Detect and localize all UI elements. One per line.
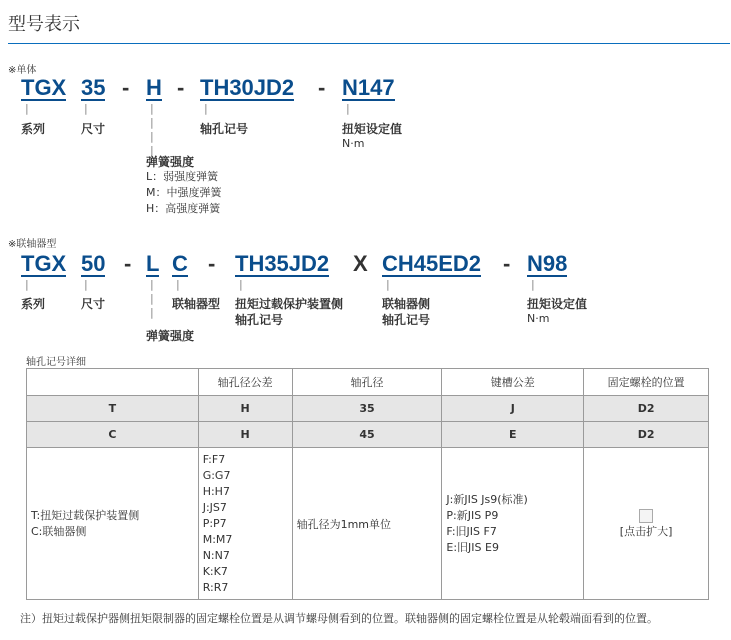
connector-line: | xyxy=(204,102,208,115)
code-dash: - xyxy=(122,75,130,100)
table-cell: T xyxy=(27,396,199,422)
connector-line: | xyxy=(239,278,243,291)
table-detail-row xyxy=(27,448,709,600)
code-coupling-bore: CH45ED2 xyxy=(382,251,482,276)
label-torque: 扭矩设定值 xyxy=(342,122,403,136)
connector-line: | | | xyxy=(150,278,154,319)
code-spring: L xyxy=(146,251,160,276)
label-torque: 扭矩设定值 xyxy=(527,297,588,311)
footnote: 注）扭矩过载保护器侧扭矩限制器的固定螺栓位置是从调节螺母侧看到的位置。联轴器侧的固定螺栓位置是从轮毂端面看到的位置。 xyxy=(20,612,658,625)
spring-option-l: L：弱强度弹簧 xyxy=(146,170,219,183)
label-overload-side: 扭矩过载保护装置侧 xyxy=(235,297,344,311)
label-spring: 弹簧强度 xyxy=(146,155,195,169)
label-spring: 弹簧强度 xyxy=(146,329,195,343)
connector-line: | xyxy=(84,102,88,115)
label-bore-code: 轴孔记号 xyxy=(200,122,249,136)
code-torque: N147 xyxy=(342,75,395,100)
code-overload-bore: TH35JD2 xyxy=(235,251,330,276)
section-label-coupling: ※联轴器型 xyxy=(8,239,57,250)
code-torque: N98 xyxy=(527,251,568,276)
page-title: 型号表示 xyxy=(8,14,80,35)
table-row xyxy=(27,422,709,448)
table-cell: D2 xyxy=(584,396,709,422)
table-cell: 45 xyxy=(292,422,442,448)
table-cell-side: T:扭矩过载保护装置侧 C:联轴器侧 xyxy=(27,448,199,600)
table-cell-tolerance: F:F7 G:G7 H:H7 J:JS7 P:P7 M:M7 N:N7 K:K7 R:R7 xyxy=(198,448,292,600)
spring-option-m: M：中强度弹簧 xyxy=(146,186,222,199)
code-size: 35 xyxy=(81,75,106,100)
table-cell: H xyxy=(198,396,292,422)
label-coupling-bore: 轴孔记号 xyxy=(382,313,431,327)
code-bore: TH30JD2 xyxy=(200,75,295,100)
label-size: 尺寸 xyxy=(81,122,106,136)
table-cell: E xyxy=(442,422,584,448)
label-series: 系列 xyxy=(21,297,46,311)
table-cell: J xyxy=(442,396,584,422)
connector-line: | | | | xyxy=(150,102,154,157)
table-header: 轴孔径公差 xyxy=(198,369,292,396)
table-row xyxy=(27,396,709,422)
connector-line: | xyxy=(25,102,29,115)
table-caption: 轴孔记号详细 xyxy=(26,357,86,368)
code-dash: - xyxy=(503,251,511,276)
connector-line: | xyxy=(531,278,535,291)
connector-line: | xyxy=(346,102,350,115)
label-torque-unit: N·m xyxy=(527,312,550,325)
code-dash: - xyxy=(208,251,216,276)
table-header: 轴孔径 xyxy=(292,369,442,396)
code-separator-x: X xyxy=(353,251,368,276)
code-dash: - xyxy=(318,75,326,100)
table-cell-bolt-position[interactable] xyxy=(584,448,709,600)
code-series: TGX xyxy=(21,75,67,100)
label-coupling-type: 联轴器型 xyxy=(172,297,221,311)
label-overload-bore: 轴孔记号 xyxy=(235,313,284,327)
label-torque-unit: N·m xyxy=(342,137,365,150)
table-cell-bore: 轴孔径为1mm单位 xyxy=(292,448,442,600)
label-size: 尺寸 xyxy=(81,297,106,311)
table-cell: D2 xyxy=(584,422,709,448)
bore-code-table xyxy=(26,368,709,600)
code-size: 50 xyxy=(81,251,106,276)
label-coupling-side: 联轴器侧 xyxy=(382,297,431,311)
table-header: 键槽公差 xyxy=(442,369,584,396)
section-label-single: ※单体 xyxy=(8,65,37,76)
code-dash: - xyxy=(124,251,132,276)
spring-option-h: H：高强度弹簧 xyxy=(146,202,221,215)
connector-line: | xyxy=(25,278,29,291)
table-header: 固定螺栓的位置 xyxy=(584,369,709,396)
title-divider xyxy=(8,43,730,44)
table-header xyxy=(27,369,199,396)
code-spring: H xyxy=(146,75,162,100)
broken-image-icon[interactable] xyxy=(639,509,653,523)
connector-line: | xyxy=(176,278,180,291)
code-dash: - xyxy=(177,75,185,100)
connector-line: | xyxy=(84,278,88,291)
connector-line: | xyxy=(386,278,390,291)
enlarge-link[interactable]: [点击扩大] xyxy=(619,524,673,538)
table-header-row xyxy=(27,369,709,396)
table-cell: C xyxy=(27,422,199,448)
table-cell: H xyxy=(198,422,292,448)
code-series: TGX xyxy=(21,251,67,276)
table-cell: 35 xyxy=(292,396,442,422)
table-cell-keyway: J:新JIS Js9(标准) P:新JIS P9 F:旧JIS F7 E:旧JIS E9 xyxy=(442,448,584,600)
code-coupling-type: C xyxy=(172,251,188,276)
label-series: 系列 xyxy=(21,122,46,136)
